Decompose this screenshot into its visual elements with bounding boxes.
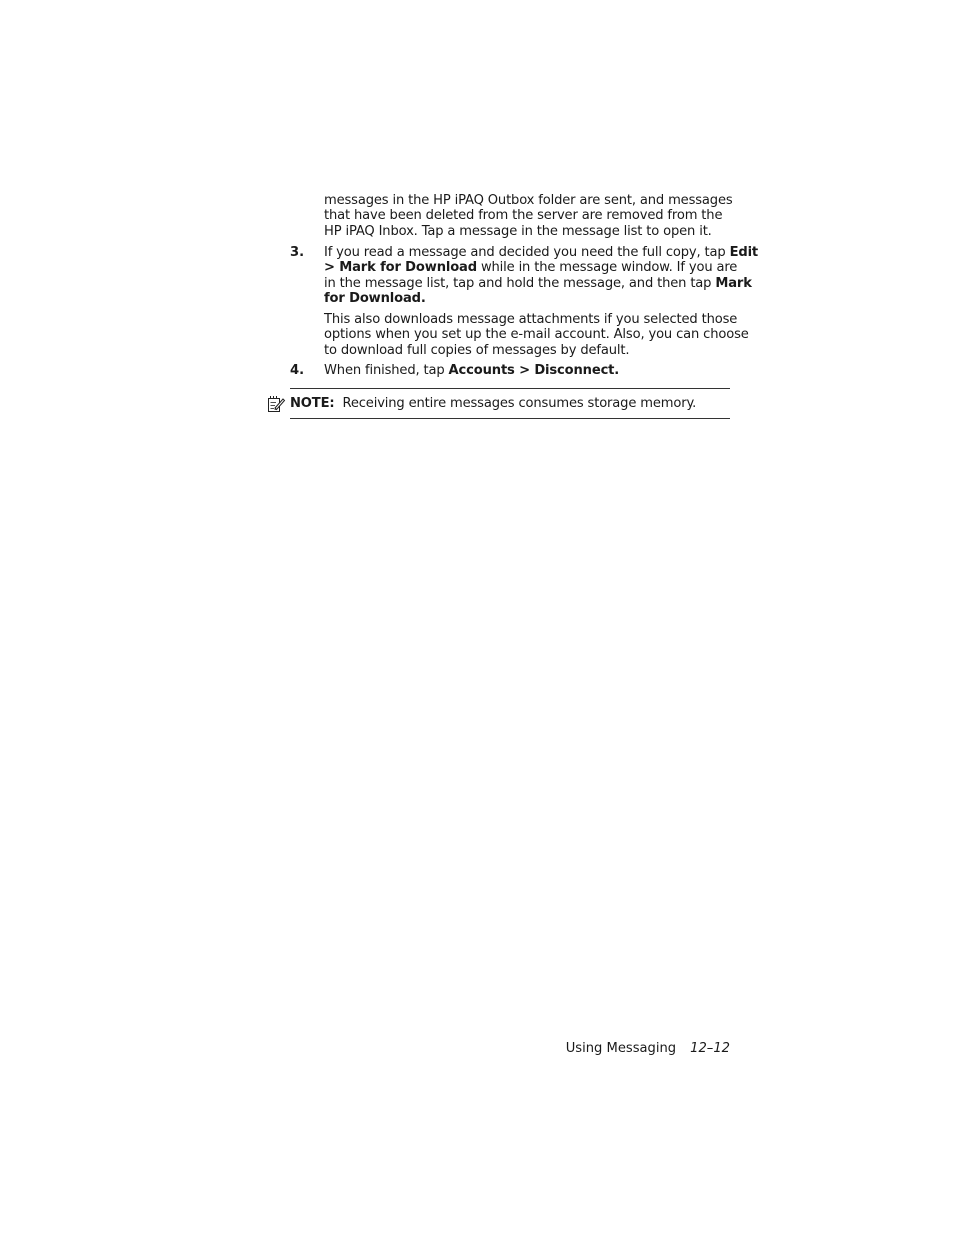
- note-body: Receiving entire messages consumes storage memory.: [342, 396, 697, 411]
- step-3-number: 3.: [290, 245, 305, 260]
- note-bottom-rule: [290, 418, 730, 419]
- text-line: that have been deleted from the server are removed from the: [324, 208, 723, 224]
- text-line: [324, 275, 752, 291]
- text-line: messages in the HP iPAQ Outbox folder are sent, and messages: [324, 193, 733, 208]
- menu-path-edit: Edit: [729, 245, 759, 260]
- text-line: [324, 363, 730, 378]
- step-3-followup-paragraph: [324, 312, 749, 358]
- menu-path-accounts-disconnect: Accounts > Disconnect.: [448, 363, 620, 378]
- text-line: options when you set up the e-mail account. Also, you can choose: [324, 327, 749, 343]
- text-line: [324, 291, 730, 306]
- step-4-number: 4.: [290, 363, 305, 378]
- menu-path-for-download: for Download.: [324, 291, 426, 307]
- note-label: NOTE:: [290, 396, 335, 411]
- note-pad-icon: [266, 394, 286, 414]
- page-number: 12–12: [690, 1041, 730, 1056]
- text-line: HP iPAQ Inbox. Tap a message in the message list to open it.: [324, 223, 712, 239]
- text-run: When finished, tap: [324, 363, 449, 378]
- text-line: [324, 260, 738, 276]
- text-line: to download full copies of messages by default.: [324, 342, 630, 358]
- note-text: [290, 396, 696, 411]
- text-line: [324, 245, 759, 260]
- page-footer: [566, 1041, 730, 1056]
- menu-path-mark-for-download: > Mark for Download: [324, 260, 477, 276]
- text-run: while in the message window. If you are: [476, 260, 738, 276]
- continuation-paragraph: [324, 193, 733, 239]
- footer-section-title: Using Messaging: [565, 1041, 677, 1056]
- text-line: This also downloads message attachments if you selected those: [324, 312, 738, 327]
- note-top-rule: [290, 388, 730, 389]
- text-run: in the message list, tap and hold the message, and then tap: [324, 275, 716, 291]
- menu-path-mark: Mark: [715, 275, 752, 291]
- text-run: If you read a message and decided you need the full copy, tap: [324, 245, 730, 260]
- step-3-text: [324, 245, 759, 307]
- step-4-text: [324, 363, 730, 378]
